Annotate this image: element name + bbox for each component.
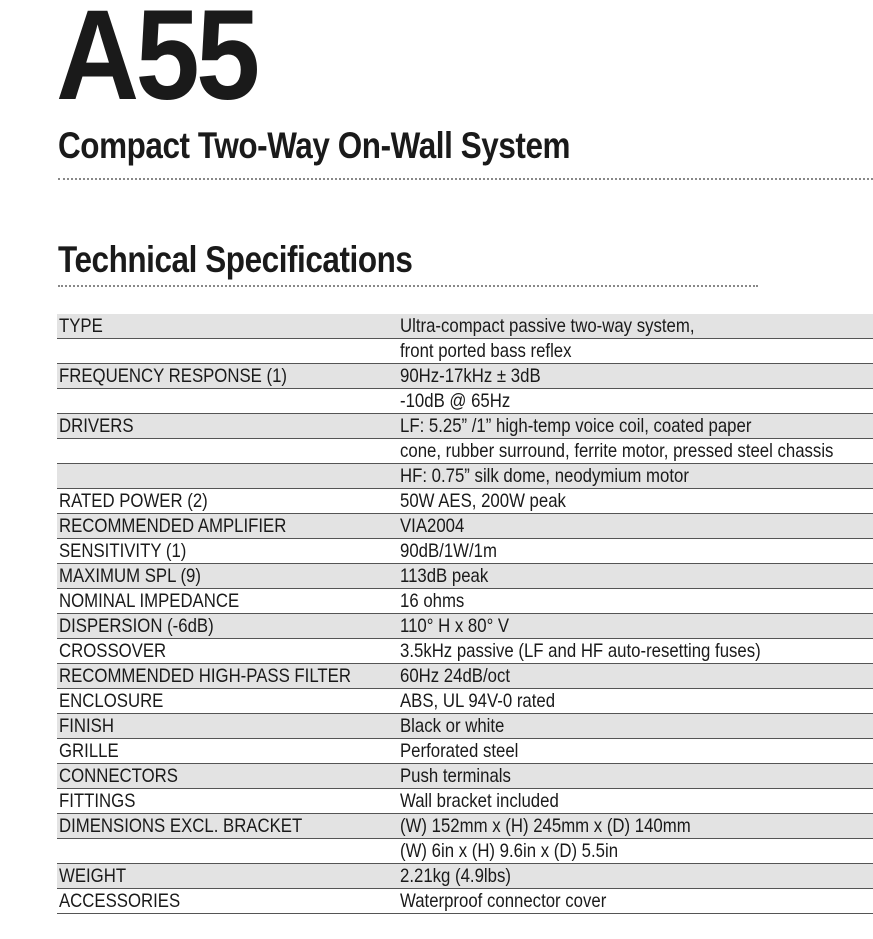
table-row [57,664,873,689]
spec-label: CONNECTORS [59,765,178,787]
spec-value: 3.5kHz passive (LF and HF auto-resetting fuses) [400,640,762,662]
spec-value-cell [398,389,873,414]
spec-value: Perforated steel [400,740,519,762]
spec-value-cell [398,614,873,639]
spec-label-cell [57,489,398,514]
spec-value-cell [398,314,873,339]
spec-label: WEIGHT [59,865,127,887]
spec-label: FINISH [59,715,114,737]
spec-label-cell [57,589,398,614]
table-row [57,714,873,739]
spec-value: ABS, UL 94V-0 rated [400,690,556,712]
spec-label: RATED POWER (2) [59,490,208,512]
table-row [57,614,873,639]
spec-value-cell [398,364,873,389]
spec-value: (W) 152mm x (H) 245mm x (D) 140mm [400,815,692,837]
spec-label-cell [57,864,398,889]
spec-value: 90Hz-17kHz ± 3dB [400,365,542,387]
table-row [57,364,873,389]
spec-value-cell [398,814,873,839]
spec-label: NOMINAL IMPEDANCE [59,590,240,612]
product-subtitle: Compact Two-Way On-Wall System [58,125,571,166]
spec-value-cell [398,714,873,739]
spec-label-cell [57,639,398,664]
spec-value-cell [398,664,873,689]
table-row [57,389,873,414]
table-row [57,789,873,814]
spec-label-cell [57,689,398,714]
spec-label-cell [57,614,398,639]
spec-label-cell [57,664,398,689]
spec-value-cell [398,764,873,789]
spec-table-body [57,314,873,914]
spec-value-cell [398,889,873,914]
table-row [57,689,873,714]
spec-label-cell [57,539,398,564]
spec-label: FITTINGS [59,790,136,812]
spec-value-cell [398,414,873,439]
spec-value: -10dB @ 65Hz [400,390,511,412]
spec-label-cell [57,739,398,764]
spec-value: Waterproof connector cover [400,890,607,912]
spec-value-cell [398,464,873,489]
spec-value-cell [398,589,873,614]
spec-label-cell [57,564,398,589]
section-title: Technical Specifications [58,239,413,280]
table-row [57,439,873,464]
spec-value: HF: 0.75” silk dome, neodymium motor [400,465,690,487]
dotted-divider [58,178,873,180]
table-row [57,514,873,539]
dotted-divider [58,285,758,287]
table-row [57,339,873,364]
spec-value: 2.21kg (4.9lbs) [400,865,512,887]
spec-label: DIMENSIONS EXCL. BRACKET [59,815,303,837]
spec-label: ACCESSORIES [59,890,181,912]
spec-label: CROSSOVER [59,640,167,662]
spec-value-cell [398,739,873,764]
spec-value-cell [398,789,873,814]
spec-value: LF: 5.25” /1” high-temp voice coil, coated paper [400,415,752,437]
spec-value: cone, rubber surround, ferrite motor, pressed steel chassis [400,440,834,462]
spec-label-cell [57,414,398,439]
spec-label: DISPERSION (-6dB) [59,615,214,637]
spec-label-cell [57,439,398,464]
spec-label: SENSITIVITY (1) [59,540,187,562]
spec-value-cell [398,539,873,564]
spec-value-cell [398,439,873,464]
table-row [57,814,873,839]
spec-value: (W) 6in x (H) 9.6in x (D) 5.5in [400,840,619,862]
spec-label-cell [57,339,398,364]
spec-value-cell [398,839,873,864]
table-row [57,839,873,864]
table-row [57,489,873,514]
spec-label: TYPE [59,315,103,337]
spec-value: 110° H x 80° V [400,615,510,637]
model-title: A55 [56,0,257,127]
spec-label: RECOMMENDED HIGH-PASS FILTER [59,665,351,687]
spec-label: ENCLOSURE [59,690,164,712]
spec-value: front ported bass reflex [400,340,573,362]
spec-label-cell [57,314,398,339]
spec-value: 60Hz 24dB/oct [400,665,511,687]
table-row [57,739,873,764]
spec-label: RECOMMENDED AMPLIFIER [59,515,287,537]
spec-value-cell [398,689,873,714]
table-row [57,889,873,914]
spec-label-cell [57,764,398,789]
spec-value: Black or white [400,715,505,737]
table-row [57,564,873,589]
spec-value-cell [398,864,873,889]
spec-label-cell [57,464,398,489]
spec-label: GRILLE [59,740,119,762]
spec-label-cell [57,364,398,389]
spec-value-cell [398,514,873,539]
spec-value: Wall bracket included [400,790,560,812]
table-row [57,539,873,564]
spec-label: FREQUENCY RESPONSE (1) [59,365,287,387]
table-row [57,589,873,614]
table-row [57,864,873,889]
table-row [57,314,873,339]
spec-value-cell [398,639,873,664]
table-row [57,414,873,439]
spec-label: DRIVERS [59,415,134,437]
spec-label-cell [57,714,398,739]
table-row [57,464,873,489]
spec-label-cell [57,814,398,839]
spec-label-cell [57,389,398,414]
spec-value: 16 ohms [400,590,465,612]
spec-label-cell [57,839,398,864]
spec-label-cell [57,889,398,914]
spec-value-cell [398,489,873,514]
spec-value: Ultra-compact passive two-way system, [400,315,695,337]
spec-label-cell [57,514,398,539]
spec-value: 113dB peak [400,565,489,587]
spec-value-cell [398,564,873,589]
spec-value: 50W AES, 200W peak [400,490,567,512]
spec-label-cell [57,789,398,814]
spec-label: MAXIMUM SPL (9) [59,565,201,587]
spec-value: 90dB/1W/1m [400,540,498,562]
table-row [57,764,873,789]
spec-table [57,314,873,914]
spec-value: Push terminals [400,765,512,787]
spec-value-cell [398,339,873,364]
table-row [57,639,873,664]
spec-value: VIA2004 [400,515,465,537]
